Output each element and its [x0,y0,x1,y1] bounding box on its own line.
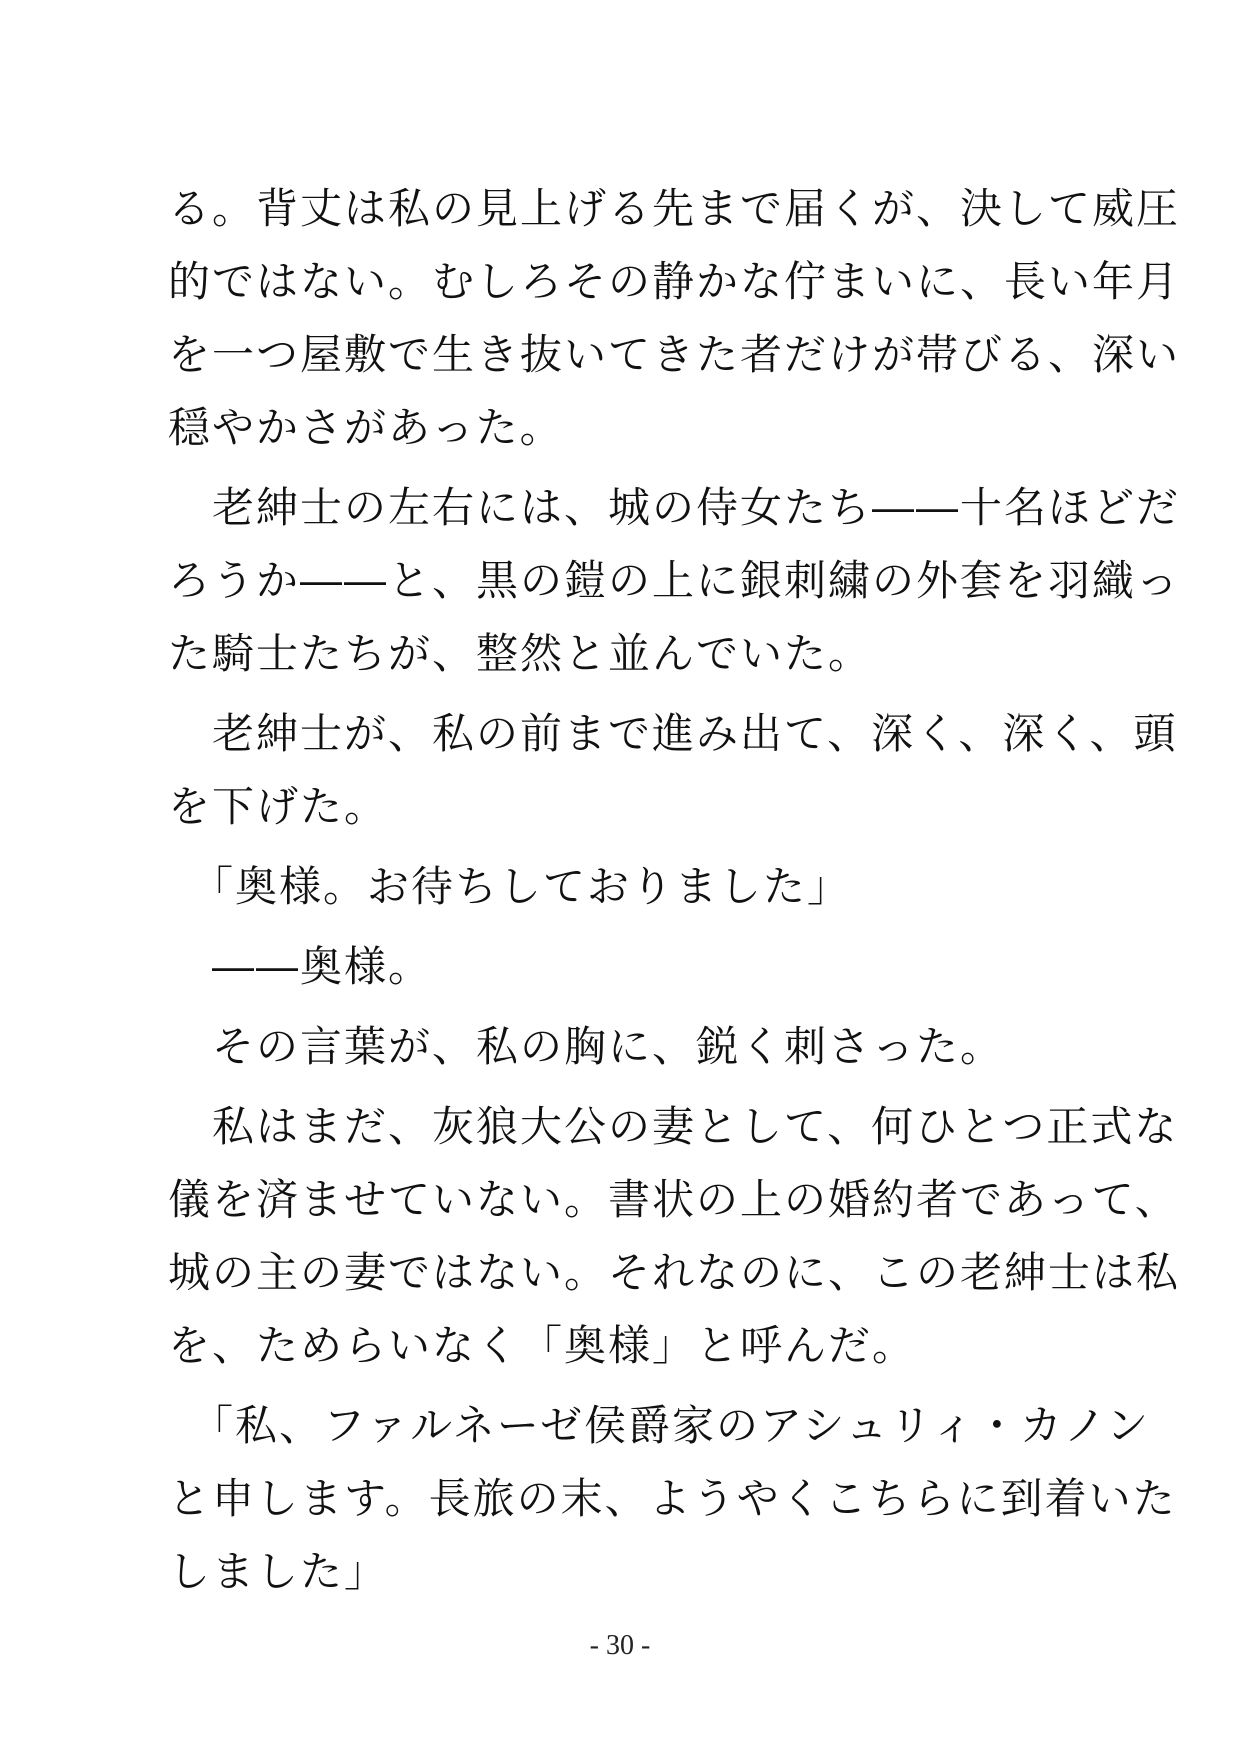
text-line: を、ためらいなく「奥様」と呼んだ。 [168,1321,917,1370]
text-line: 城の主の妻ではない。それなのに、この老紳士は私 [168,1248,1181,1297]
text-line: る。背丈は私の見上げる先まで届くが、決して威圧 [168,184,1181,233]
text-line: を一つ屋敷で生き抜いてきた者だけが帯びる、深い [168,330,1181,379]
paragraph [168,697,1178,843]
body-text [168,172,1181,1615]
text-line: 老紳士の左右には、城の侍女たち――十名ほどだ [168,483,1181,532]
text-line: しました」 [168,1547,389,1596]
text-line: ろうか――と、黒の鎧の上に銀刺繍の外套を羽織っ [168,556,1181,605]
paragraph [168,172,1181,464]
text-line: 「奥様。お待ちしておりました」 [168,862,852,911]
dialogue-paragraph [168,850,1083,923]
text-line: その言葉が、私の胸に、鋭く刺さった。 [168,1022,1005,1071]
paragraph [168,1090,1181,1382]
paragraph [168,930,1083,1003]
text-line: と申します。長旅の末、ようやくこちらに到着いた [168,1474,1177,1523]
text-line: ――奥様。 [168,942,433,991]
text-line: 私はまだ、灰狼大公の妻として、何ひとつ正式な [168,1102,1179,1151]
text-line: 儀を済ませていない。書状の上の婚約者であって、 [168,1175,1179,1224]
paragraph [168,471,1181,690]
text-line: 的ではない。むしろその静かな佇まいに、長い年月 [168,257,1181,306]
text-line: 老紳士が、私の前まで進み出て、深く、深く、頭 [168,709,1178,758]
page-number: - 30 - [589,1630,651,1661]
text-line: た騎士たちが、整然と並んでいた。 [168,629,873,678]
text-line: 穏やかさがあった。 [168,403,564,452]
dialogue-paragraph [168,1389,1177,1608]
text-line: を下げた。 [168,782,389,831]
text-line: 「私、ファルネーゼ侯爵家のアシュリィ・カノン [168,1401,1151,1450]
paragraph [168,1010,1083,1083]
